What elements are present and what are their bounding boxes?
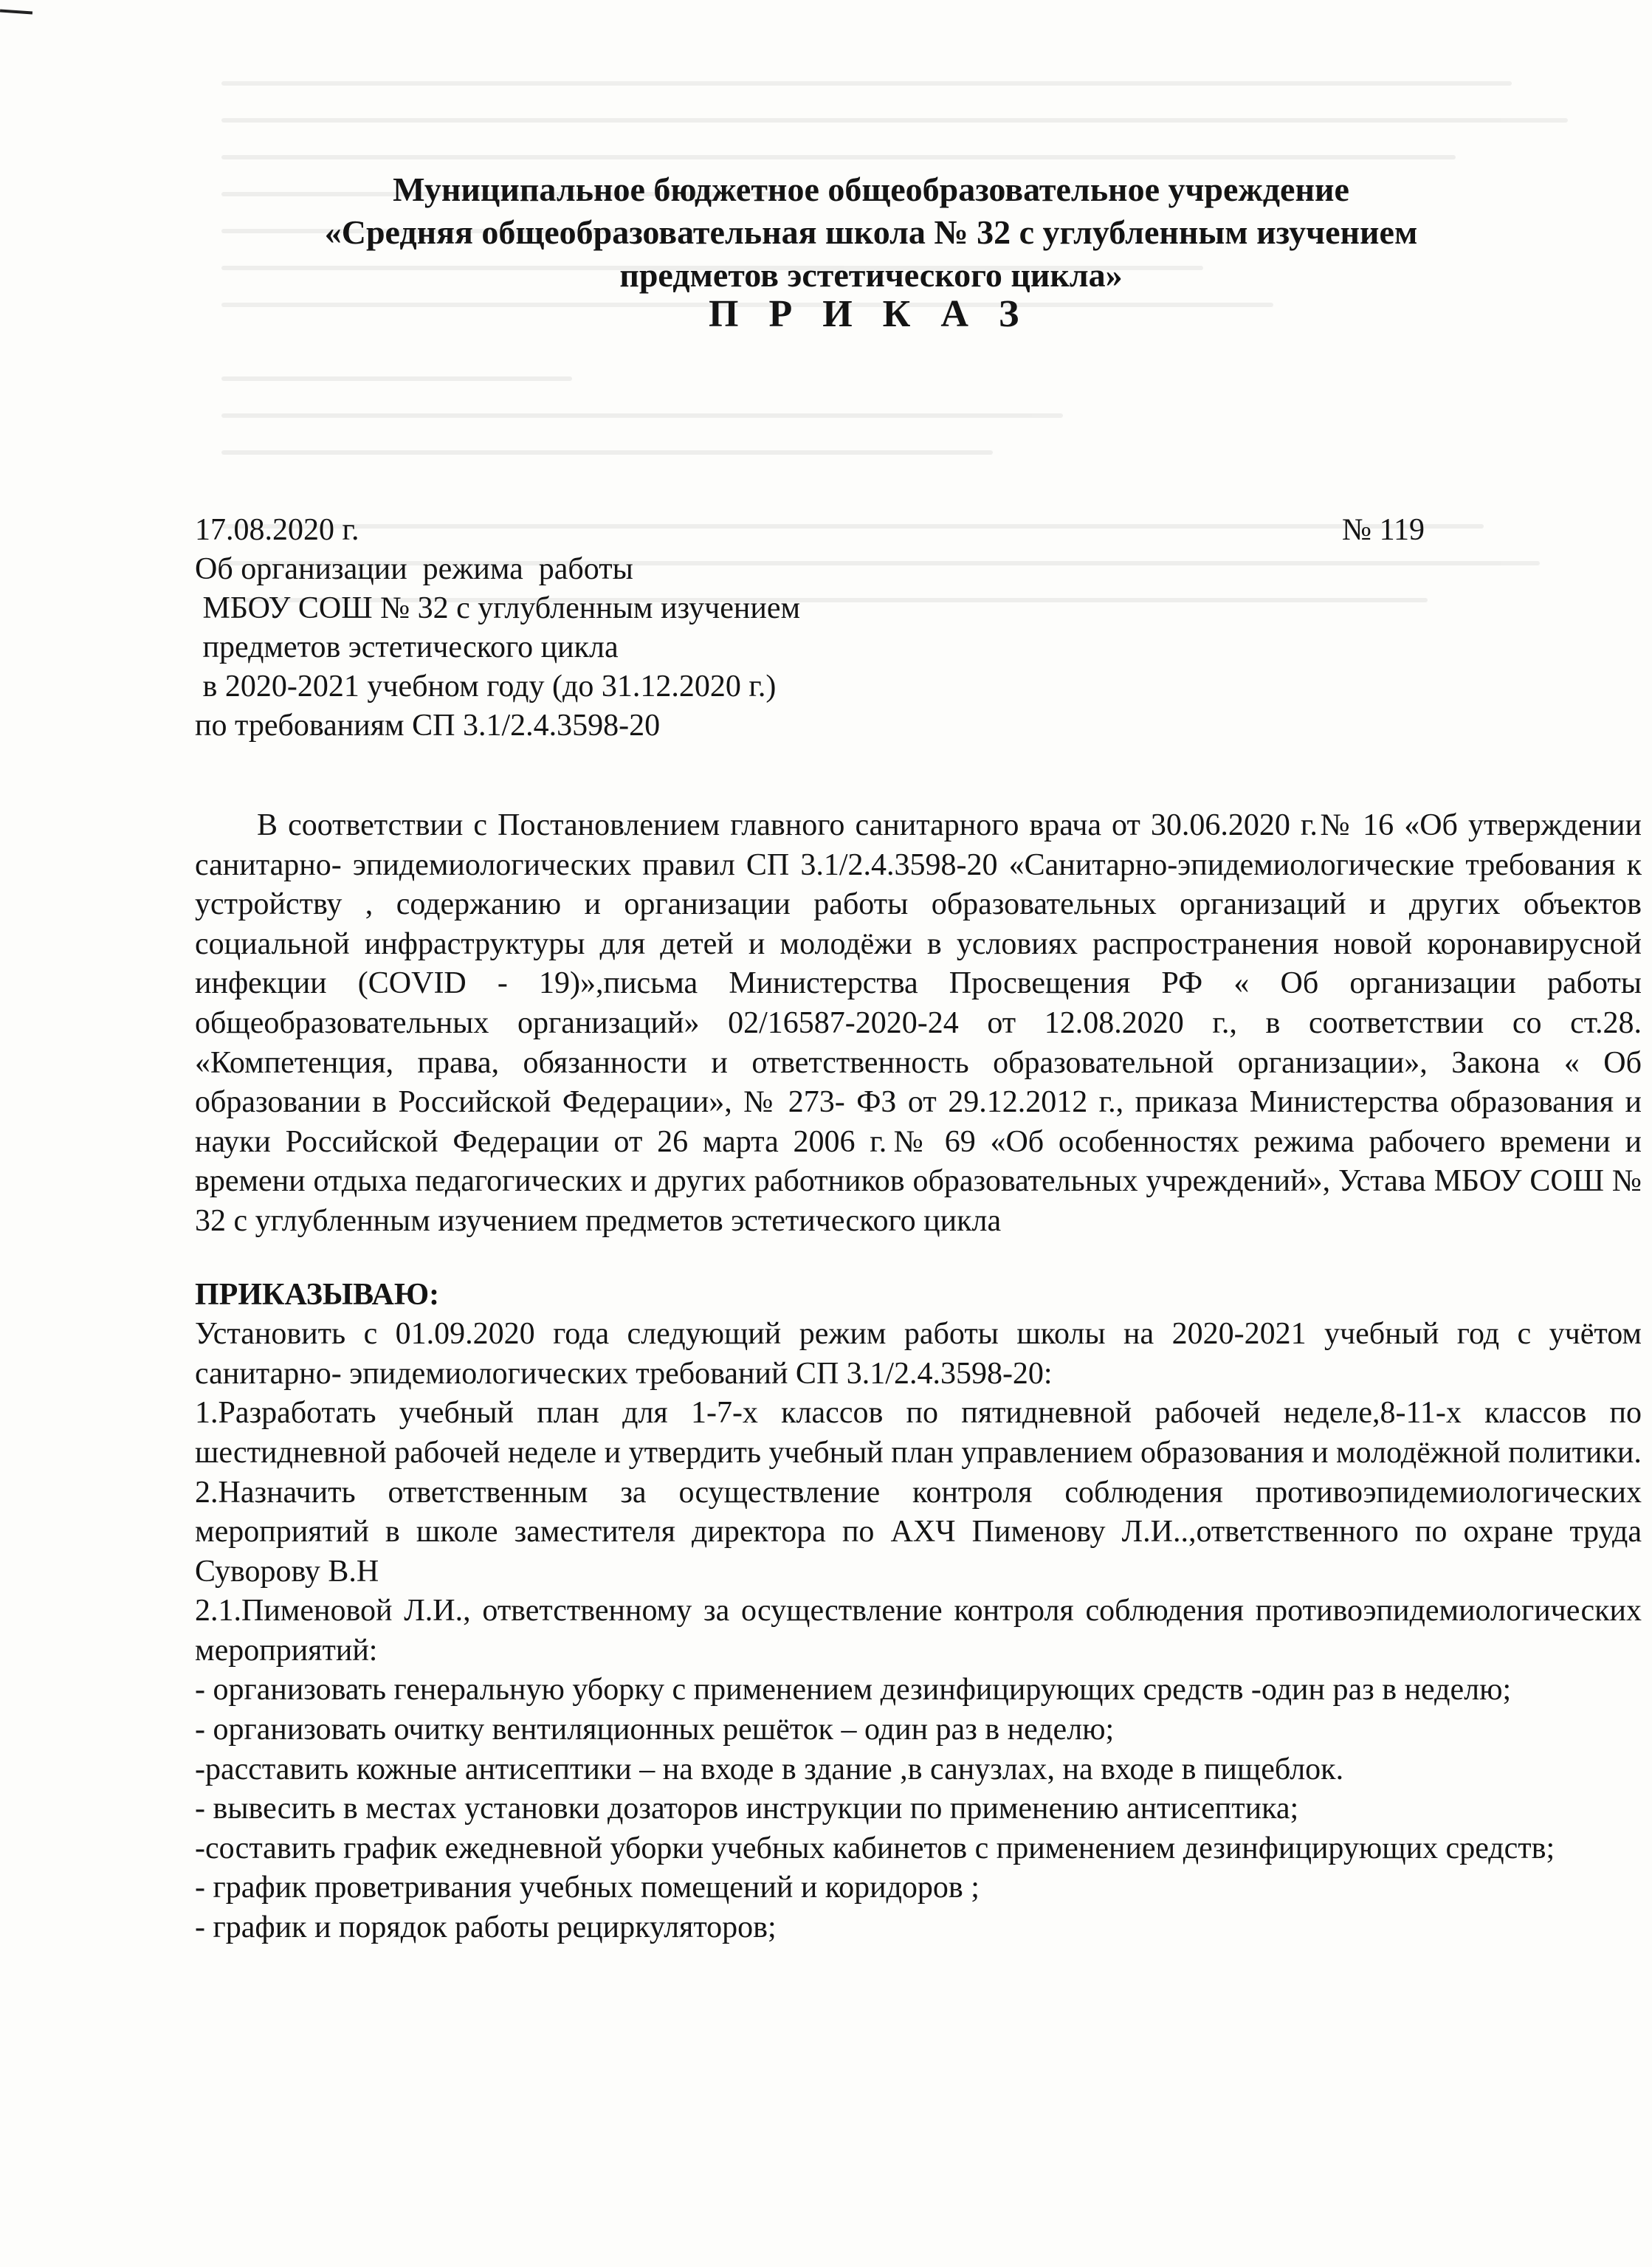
preamble-paragraph: В соответствии с Постановлением главного санитарного врача от 30.06.2020 г.№ 16 «Об утверждении санитарно- эпидемиологических правил СП 3.1/2.4.3598-20 «Санитарно-эпидемиологические требования к устройству , содержанию и организации работы образовательных организаций и других объектов социальной инфраструктуры для детей и молодёжи в условиях распространения новой коронавирусной инфекции (COVID - 19)»,письма Министерства Просвещения РФ « Об организации работы общеобразовательных организаций» 02/16587-2020-24 от 12.08.2020 г., в соответствии со ст.28. «Компетенция, права, обязанности и ответственность образовательной организации», Закона « Об образовании в Российской Федерации», № 273- ФЗ от 29.12.2012 г., приказа Министерства образования и науки Российской Федерации от 26 марта 2006 г.№ 69 «Об особенностях режима рабочего времени и времени отдыха педагогических и других работников образовательных учреждений», Устава МБОУ СОШ № 32 с углубленным изучением предметов эстетического цикла	[195, 808, 1642, 1238]
order-item: 2.1.Пименовой Л.И., ответственному за осуществление контроля соблюдения противоэпидемиологических мероприятий:	[195, 1594, 1642, 1668]
order-item: - организовать генеральную уборку с применением дезинфицирующих средств -один раз в неделю;	[195, 1673, 1512, 1707]
order-number: № 119	[1342, 513, 1425, 547]
school-header	[148, 168, 1594, 297]
order-item: -расставить кожные антисептики – на входе в здание ,в санузлах, на входе в пищеблок.	[195, 1752, 1344, 1786]
order-item: - вывесить в местах установки дозаторов инструкции по применению антисептика;	[195, 1792, 1299, 1826]
order-item: 2.Назначить ответственным за осуществление контроля соблюдения противоэпидемиологических мероприятий в школе заместителя директора по АХЧ Пименову Л.И..,ответственного по охране труда Суворову В.Н	[195, 1475, 1642, 1589]
header-line-2: «Средняя общеобразовательная школа № 32 с углубленным изучением	[324, 213, 1418, 251]
order-heading: ПРИКАЗЫВАЮ:	[195, 1277, 440, 1312]
header-line-3: предметов эстетического цикла»	[619, 256, 1123, 294]
document-type-title: П Р И К А З	[709, 293, 1030, 335]
subject-line-1: Об организации режима работы	[195, 552, 633, 586]
order-date: 17.08.2020 г.	[195, 513, 359, 547]
subject-line-2: МБОУ СОШ № 32 с углубленным изучением	[195, 591, 801, 625]
order-meta	[195, 511, 1450, 746]
scan-artifact	[0, 9, 32, 14]
subject-line-5: по требованиям СП 3.1/2.4.3598-20	[195, 709, 661, 743]
order-item: -составить график ежедневной уборки учебных кабинетов с применением дезинфицирующих средств;	[195, 1831, 1555, 1865]
subject-line-3: предметов эстетического цикла	[195, 630, 619, 664]
order-item: - график проветривания учебных помещений и коридоров ;	[195, 1871, 980, 1905]
order-item: - организовать очитку вентиляционных решёток – один раз в неделю;	[195, 1713, 1115, 1747]
header-line-1: Муниципальное бюджетное общеобразовательное учреждение	[393, 171, 1349, 208]
order-item: 1.Разработать учебный план для 1-7-х классов по пятидневной рабочей неделе,8-11-х классов по шестидневной рабочей неделе и утвердить учебный план управлением образования и молодёжной политики.	[195, 1396, 1642, 1470]
order-item: - график и порядок работы рециркуляторов;	[195, 1910, 777, 1945]
order-body	[195, 806, 1642, 1948]
order-item: Установить с 01.09.2020 года следующий режим работы школы на 2020-2021 учебный год с учётом санитарно- эпидемиологических требований СП 3.1/2.4.3598-20:	[195, 1317, 1642, 1391]
subject-line-4: в 2020-2021 учебном году (до 31.12.2020 г.)	[195, 670, 777, 704]
